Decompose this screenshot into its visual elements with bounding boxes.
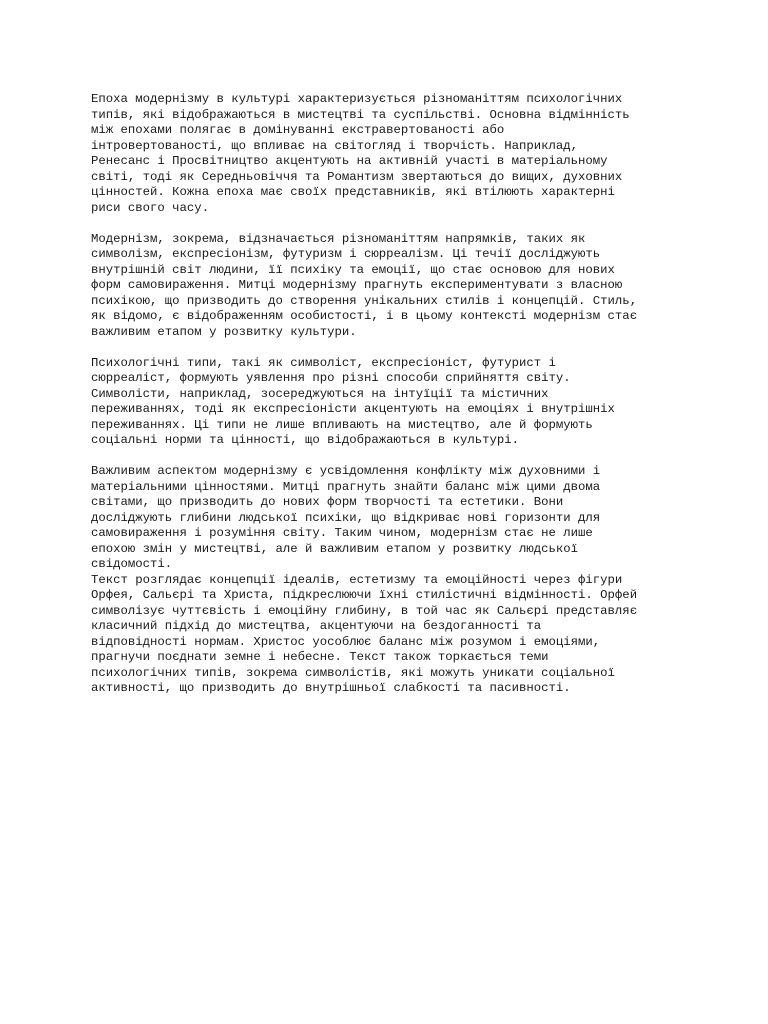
text-line: риси свого часу. (91, 200, 210, 215)
text-line: важливим етапом у розвитку культури. (91, 324, 357, 339)
text-line: переживаннях, тоді як експресіоністи акцентують на емоціях і внутрішніх (91, 402, 615, 416)
text-line: між епохами полягає в домінуванні екстравертованості або (91, 123, 505, 137)
text-line: відповідності нормам. Христос уособлює баланс між розумом і емоціями, (91, 634, 601, 649)
text-line: Символісти, наприклад, зосереджуються на інтуїції та містичних (91, 386, 549, 401)
text-line: внутрішній світ людини, її психіку та емоції, що стає основою для нових (91, 262, 615, 277)
text-line: Психологічні типи, такі як символіст, експресіоніст, футурист і (91, 355, 556, 370)
paragraph-5 (91, 573, 691, 697)
text-line: символізм, експресіонізм, футуризм і сюрреалізм. Ці течії досліджують (91, 247, 601, 261)
text-line: класичний підхід до мистецтва, акцентуючи на бездоганності та (91, 619, 542, 633)
text-line: Важливим аспектом модернізму є усвідомлення конфлікту між духовними і (91, 464, 601, 478)
text-line: Модернізм, зокрема, відзначається різноманіттям напрямків, таких як (91, 231, 586, 246)
text-line: соціальні норми та цінності, що відображаються в культурі. (91, 433, 520, 447)
text-line: Ренесанс і Просвітництво акцентують на активній участі в матеріальному (91, 154, 608, 168)
text-line: психологічних типів, зокрема символістів, які можуть уникати соціальної (91, 665, 615, 680)
text-line: прагнучи поєднати земне і небесне. Текст також торкається теми (91, 650, 549, 664)
text-line: матеріальними цінностями. Митці прагнуть знайти баланс між цими двома (91, 479, 601, 494)
paragraph-3 (91, 356, 691, 449)
text-line: Епоха модернізму в культурі характеризується різноманіттям психологічних (91, 92, 623, 106)
text-line: Орфея, Сальєрі та Христа, підкреслюючи їхні стилістичні відмінності. Орфей (91, 588, 638, 602)
text-line: типів, які відображаються в мистецтві та суспільстві. Основна відмінність (91, 107, 630, 122)
text-line: сюрреаліст, формують уявлення про різні способи сприйняття світу. (91, 371, 571, 385)
text-line: активності, що призводить до внутрішньої слабкості та пасивності. (91, 681, 571, 695)
text-line: епохою змін у мистецтві, але й важливим етапом у розвитку людської (91, 541, 579, 556)
paragraph-4 (91, 464, 691, 573)
text-line: світі, тоді як Середньовіччя та Романтизм звертаються до вищих, духовних (91, 169, 623, 184)
paragraph-1 (91, 92, 691, 216)
text-line: свідомості. (91, 557, 173, 571)
text-line: інтровертованості, що впливає на світогляд і творчість. Наприклад, (91, 138, 579, 153)
text-line: Текст розглядає концепції ідеалів, естетизму та емоційності через фігури (91, 572, 623, 587)
text-line: психікою, що призводить до створення унікальних стилів і концепцій. Стиль, (91, 293, 638, 308)
text-line: символізує чуттєвість і емоційну глибину, в той час як Сальєрі представляє (91, 603, 638, 618)
text-line: досліджують глибини людської психіки, що відкриває нові горизонти для (91, 510, 601, 525)
text-line: світами, що призводить до нових форм творчості та естетики. Вони (91, 495, 564, 509)
text-line: самовираження і розуміння світу. Таким чином, модернізм стає не лише (91, 526, 593, 540)
text-line: переживаннях. Ці типи не лише впливають на мистецтво, але й формують (91, 417, 593, 432)
paragraph-2 (91, 232, 691, 341)
text-line: як відомо, є відображенням особистості, і в цьому контексті модернізм стає (91, 309, 638, 323)
document-body (91, 92, 691, 697)
text-line: форм самовираження. Митці модернізму прагнуть експериментувати з власною (91, 278, 623, 292)
text-line: цінностей. Кожна епоха має своїх представників, які втілюють характерні (91, 185, 615, 199)
